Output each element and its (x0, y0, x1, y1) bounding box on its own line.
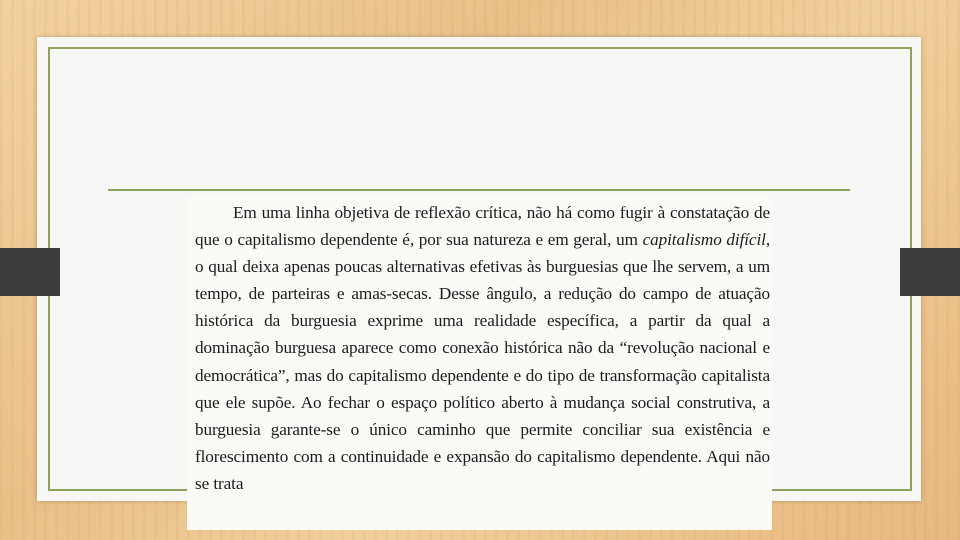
excerpt-text-end: , o qual deixa apenas poucas alternativas efetivas às burguesias que lhe servem, a um tempo, de parteiras e amas-secas. Desse ângulo, a redução do campo de atuação histórica da burguesia exprime uma realidade específica, a partir da qual a dominação burguesa aparece como conexão histórica não da “revolução nacional e democrática”, mas do capitalismo dependente e do tipo de transformação capitalista que ele supõe. Ao fechar o espaço político aberto à mudança social construtiva, a burguesia garante-se o único caminho que permite conciliar sua existência e florescimento com a continuidade e expansão do capitalismo dependente. Aqui não se trata (195, 230, 771, 493)
excerpt-text-start: Em uma linha objetiva de reflexão crítica, não há como fugir à constatação de que o capitalismo dependente é, por sua natureza e em geral, um (195, 203, 770, 250)
right-side-tab (900, 248, 960, 296)
left-side-tab (0, 248, 60, 296)
book-excerpt-image (187, 196, 772, 530)
title-divider (108, 189, 850, 191)
excerpt-paragraph (195, 199, 770, 497)
page-crop-edge (187, 526, 772, 530)
excerpt-emphasis: capitalismo difícil (642, 230, 766, 250)
